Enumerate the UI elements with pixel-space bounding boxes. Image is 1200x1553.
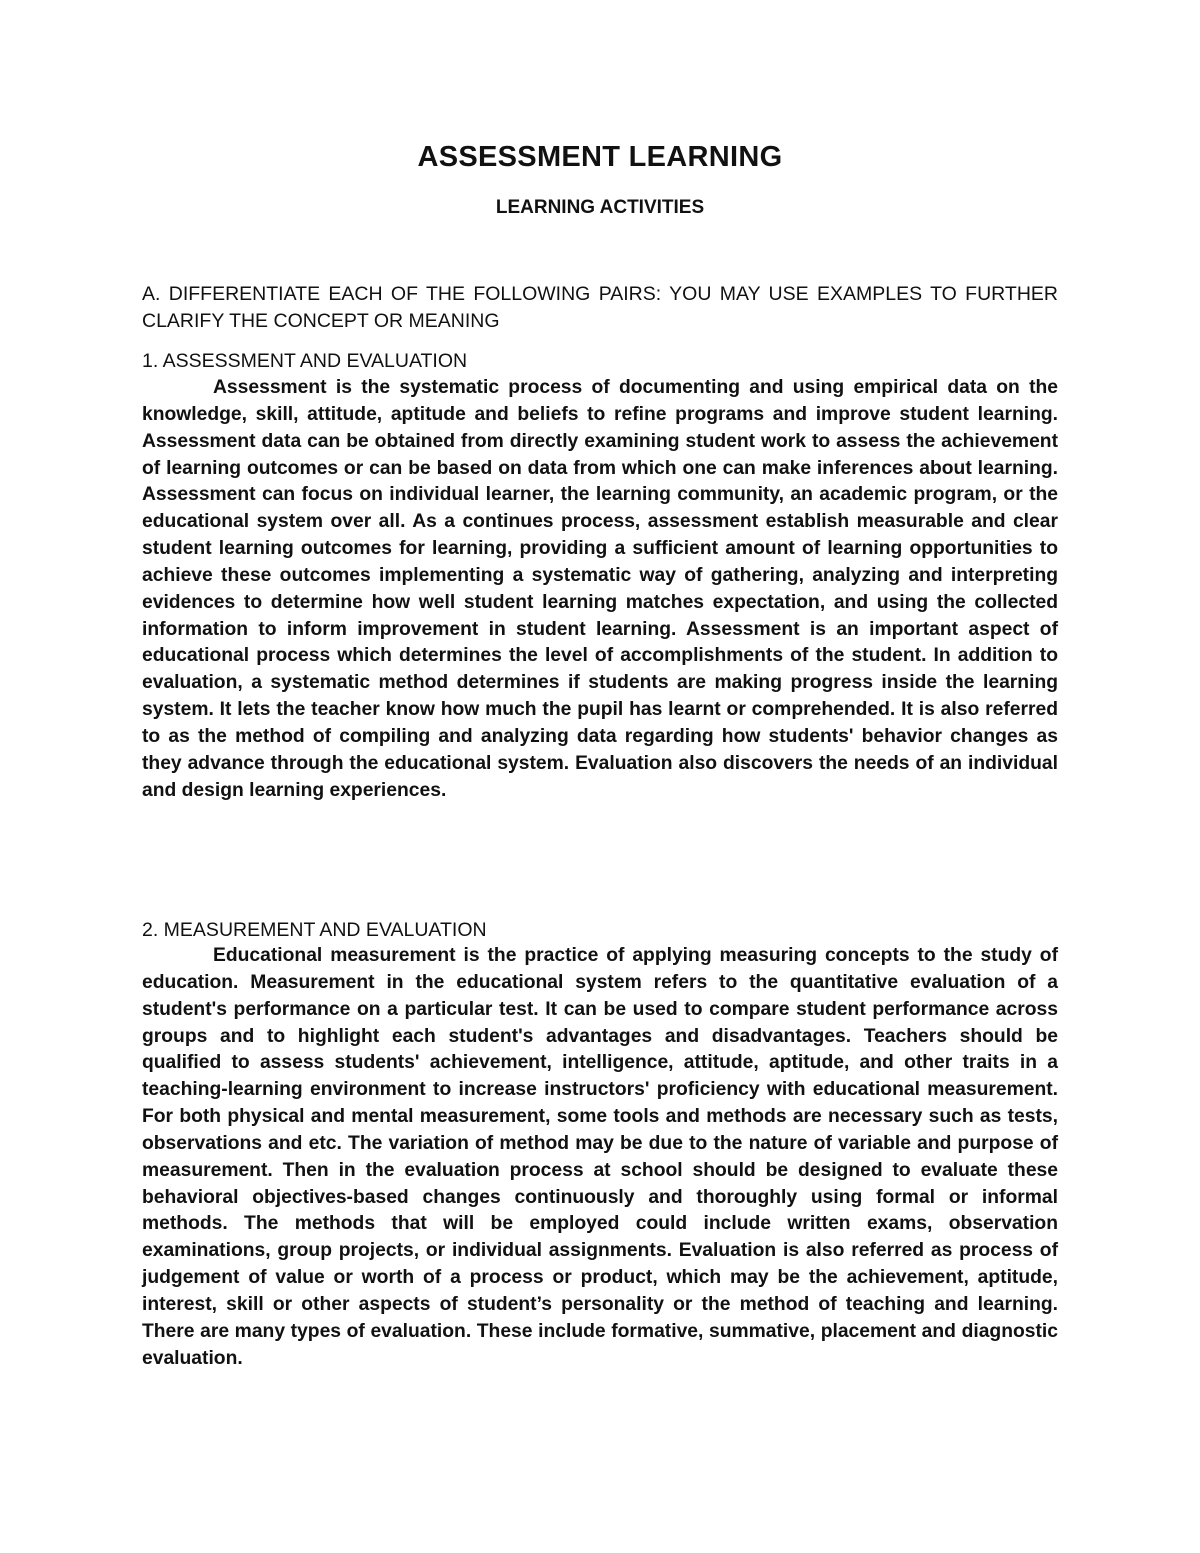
section-body-assessment-evaluation: Assessment is the systematic process of documenting and using empirical data on the knowledge, skill, attitude, aptitude and beliefs to refine programs and improve student learning. Assessment data can be obtained from directly examining student work to assess the achievement of learning outcomes or can be based on data from which one can make inferences about learning. Assessment can focus on individual learner, the learning community, an academic program, or the educational system over all. As a continues process, assessment establish measurable and clear student learning outcomes for learning, providing a sufficient amount of learning opportunities to achieve these outcomes implementing a systematic way of gathering, analyzing and interpreting evidences to determine how well student learning matches expectation, and using the collected information to inform improvement in student learning. Assessment is an important aspect of educational process which determines the level of accomplishments of the student. In addition to evaluation, a systematic method determines if students are making progress inside the learning system. It lets the teacher know how much the pupil has learnt or comprehended. It is also referred to as the method of compiling and analyzing data regarding how students' behavior changes as they advance through the educational system. Evaluation also discovers the needs of an individual and design learning experiences. (142, 377, 1058, 801)
document-title: ASSESSMENT LEARNING (417, 141, 783, 173)
section-body-measurement-evaluation: Educational measurement is the practice of applying measuring concepts to the study of education. Measurement in the educational system refers to the quantitative evaluation of a student's performance on a particular test. It can be used to compare student performance across groups and to highlight each student's advantages and disadvantages. Teachers should be qualified to assess students' achievement, intelligence, attitude, aptitude, and other traits in a teaching-learning environment to increase instructors' proficiency with educational measurement. For both physical and mental measurement, some tools and methods are necessary such as tests, observations and etc. The variation of method may be due to the nature of variable and purpose of measurement. Then in the evaluation process at school should be designed to evaluate these behavioral objectives-based changes continuously and thoroughly using formal or informal methods. The methods that will be employed could include written exams, observation examinations, group projects, or individual assignments. Evaluation is also referred as process of judgement of value or worth of a process or product, which may be the achievement, aptitude, interest, skill or other aspects of student’s personality or the method of teaching and learning. There are many types of evaluation. These include formative, summative, placement and diagnostic evaluation. (142, 945, 1058, 1369)
section-heading-assessment-evaluation: 1. ASSESSMENT AND EVALUATION (142, 350, 468, 372)
instruction-text: A. DIFFERENTIATE EACH OF THE FOLLOWING PAIRS: YOU MAY USE EXAMPLES TO FURTHER CLARIFY THE CONCEPT OR MEANING (142, 283, 1058, 332)
section-heading-measurement-evaluation: 2. MEASUREMENT AND EVALUATION (142, 919, 487, 941)
document-subtitle: LEARNING ACTIVITIES (495, 197, 705, 218)
